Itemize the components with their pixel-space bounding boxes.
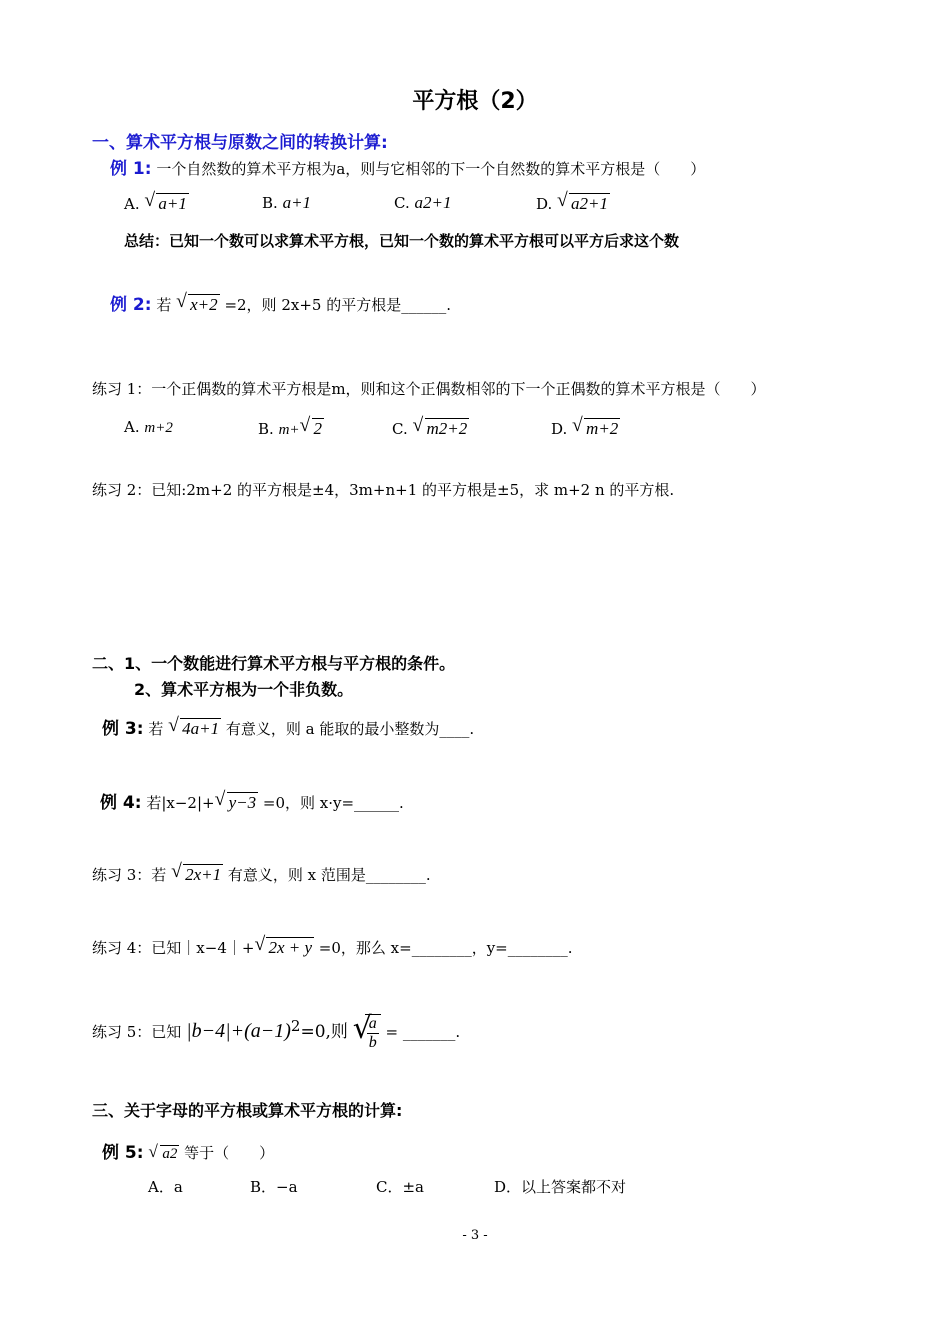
radical: √ m+2 <box>572 418 620 439</box>
fraction: √ $\frac{a}{b}$ <box>368 1015 377 1051</box>
page-number: - 3 - <box>462 1228 488 1243</box>
example4: 例 4: 若|x−2|+√ y−3 =0，则 x·y=______. <box>100 788 404 813</box>
practice3: 练习 3：若 √ 2x+1 有意义，则 x 范围是________. <box>92 864 431 885</box>
radical: √ 2 <box>300 418 325 439</box>
radical: √ y−3 <box>215 792 259 813</box>
example2-label: 例 2: <box>110 295 152 315</box>
page-title: 平方根（2） <box>412 89 538 114</box>
section3-heading: 三、关于字母的平方根或算术平方根的计算: <box>92 1101 403 1120</box>
practice1-text: 练习 1：一个正偶数的算术平方根是m，则和这个正偶数相邻的下一个正偶数的算术平方根是（ ） <box>92 380 766 398</box>
radical: √ 4a+1 <box>168 718 221 739</box>
practice4: 练习 4：已知｜x−4｜+√ 2x + y =0，那么 x=________，y=________. <box>92 937 573 958</box>
radical: √ a+1 <box>144 193 188 214</box>
practice1-option-c: C. √ m2+2 <box>392 418 469 439</box>
practice5: 练习 5：已知 $|b-4|+(a-1)^2=0$,则 √ $\frac{a}{b}$ = _______. <box>92 1014 460 1052</box>
practice1-option-b: B. m+√ 2 <box>258 418 324 439</box>
radical: √ 2x+1 <box>171 864 223 885</box>
example3: 例 3: 若 √ 4a+1 有意义，则 a 能取的最小整数为____. <box>102 714 474 739</box>
example1-option-a: A. √ a+1 <box>124 193 189 214</box>
practice2: 练习 2：已知:2m+2 的平方根是±4，3m+n+1 的平方根是±5，求 m+2 n 的平方根. <box>92 481 675 499</box>
example5-option-c: C．±a <box>376 1178 424 1196</box>
summary: 总结：已知一个数可以求算术平方根，已知一个数的算术平方根可以平方后求这个数 <box>124 232 680 250</box>
practice1-option-d: D. √ m+2 <box>551 418 620 439</box>
example1-option-c: C. a2+1 <box>394 193 452 212</box>
example1-option-b: B. a+1 <box>262 193 312 212</box>
section2-heading1: 二、1、一个数能进行算术平方根与平方根的条件。 <box>92 654 456 673</box>
radical: √ a2+1 <box>557 193 610 214</box>
radical: √ x+2 <box>176 294 220 315</box>
radical: √ a2 <box>148 1145 179 1163</box>
example5-option-b: B．−a <box>250 1178 298 1196</box>
section2-heading2: 2、算术平方根为一个非负数。 <box>134 680 354 699</box>
example1 <box>110 154 705 179</box>
practice1-option-a: A. m+2 <box>124 418 173 436</box>
example1-option-d: D. √ a2+1 <box>536 193 610 214</box>
example5-option-d: D．以上答案都不对 <box>494 1178 627 1196</box>
example5-option-a: A．a <box>148 1178 183 1196</box>
example5: 例 5: √ a2 等于（ ） <box>102 1138 274 1163</box>
example1-text: 一个自然数的算术平方根为a，则与它相邻的下一个自然数的算术平方根是（ ） <box>156 160 706 178</box>
section1-heading: 一、算术平方根与原数之间的转换计算: <box>92 133 388 153</box>
radical <box>353 1014 381 1052</box>
radical: √ 2x + y <box>254 937 314 958</box>
example2: 例 2: 若 √ x+2 =2，则 2x+5 的平方根是______. <box>110 290 451 315</box>
example1-label: 例 1: <box>110 159 152 179</box>
radical: √ m2+2 <box>413 418 470 439</box>
